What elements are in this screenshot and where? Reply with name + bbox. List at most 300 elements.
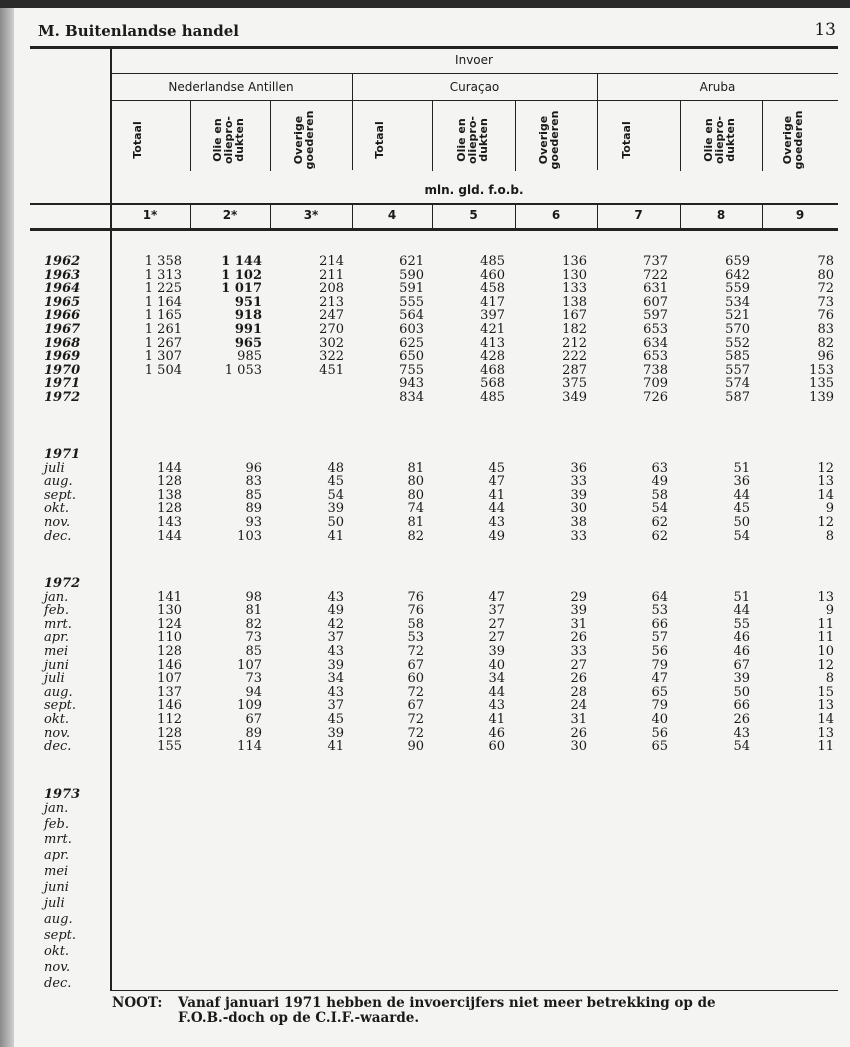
column-number-divider xyxy=(597,205,598,228)
group-divider xyxy=(352,74,353,136)
table-cell: 54 xyxy=(651,501,668,517)
table-cell: 1 102 xyxy=(221,267,262,283)
table-cell: 34 xyxy=(488,671,505,687)
table-cell: 564 xyxy=(399,308,424,324)
table-cell: 375 xyxy=(562,376,587,392)
note-label: NOOT: xyxy=(112,995,163,1011)
column-number: 6 xyxy=(551,208,561,222)
table-cell: 458 xyxy=(480,281,505,297)
table-cell: 943 xyxy=(399,376,424,392)
column-divider xyxy=(352,136,353,170)
table-cell: 82 xyxy=(817,335,834,351)
row-label: 1968 xyxy=(44,335,81,351)
table-cell: 63 xyxy=(651,460,668,476)
column-number-divider xyxy=(190,205,191,228)
row-label: sept. xyxy=(44,927,77,943)
table-cell: 96 xyxy=(817,349,834,365)
table-cell: 738 xyxy=(643,362,668,378)
column-number: 3* xyxy=(303,208,319,222)
table-cell: 79 xyxy=(651,657,668,673)
table-cell: 107 xyxy=(237,657,262,673)
table-row xyxy=(0,323,850,337)
table-cell: 31 xyxy=(570,712,587,727)
table-row xyxy=(0,945,850,959)
table-cell: 57 xyxy=(651,630,668,646)
section-year: 1973 xyxy=(44,787,81,802)
rule xyxy=(110,73,838,74)
column-divider xyxy=(432,101,433,171)
table-cell: 1 504 xyxy=(144,362,182,378)
row-label: 1972 xyxy=(44,390,81,405)
table-cell: 468 xyxy=(480,362,505,378)
table-cell: 137 xyxy=(157,684,182,700)
table-cell: 11 xyxy=(817,739,834,755)
table-cell: 44 xyxy=(488,684,505,700)
table-cell: 45 xyxy=(327,474,344,490)
table-row xyxy=(0,475,850,489)
table-cell: 33 xyxy=(570,528,587,544)
table-cell: 1 261 xyxy=(144,322,182,337)
table-cell: 417 xyxy=(480,294,505,310)
table-cell: 26 xyxy=(570,725,587,741)
table-cell: 247 xyxy=(319,308,344,324)
table-row xyxy=(0,516,850,530)
row-label: sept. xyxy=(44,698,77,714)
table-cell: 421 xyxy=(480,322,505,337)
table-cell: 136 xyxy=(562,254,587,269)
table-cell: 44 xyxy=(488,501,505,517)
row-label: 1964 xyxy=(44,281,81,297)
page-number: 13 xyxy=(814,20,836,40)
table-cell: 1 144 xyxy=(221,254,262,269)
table-cell: 451 xyxy=(319,362,344,378)
table-cell: 737 xyxy=(643,254,668,269)
table-cell: 66 xyxy=(733,698,750,714)
table-cell: 72 xyxy=(817,281,834,297)
table-cell: 83 xyxy=(245,474,262,490)
table-cell: 9 xyxy=(825,501,834,517)
table-cell: 568 xyxy=(480,376,505,392)
column-number: 9 xyxy=(795,208,805,222)
column-number: 2* xyxy=(222,208,238,222)
row-label: sept. xyxy=(44,487,77,503)
row-label: mei xyxy=(44,644,69,659)
section-year: 1971 xyxy=(44,447,81,462)
table-cell: 965 xyxy=(234,335,262,351)
table-cell: 26 xyxy=(570,671,587,687)
table-cell: 1 165 xyxy=(144,308,182,324)
table-cell: 182 xyxy=(562,322,587,337)
table-cell: 54 xyxy=(733,739,750,755)
table-cell: 47 xyxy=(488,589,505,605)
table-cell: 14 xyxy=(817,712,834,727)
column-number-divider xyxy=(352,205,353,228)
section-year: 1972 xyxy=(44,576,81,591)
table-cell: 34 xyxy=(327,671,344,687)
table-cell: 653 xyxy=(643,322,668,337)
column-divider xyxy=(270,101,271,171)
rule xyxy=(30,228,838,231)
table-cell: 49 xyxy=(651,474,668,490)
table-cell: 29 xyxy=(570,589,587,605)
table-cell: 834 xyxy=(399,390,424,405)
table-cell: 603 xyxy=(399,322,424,337)
table-cell: 1 164 xyxy=(144,294,182,310)
table-cell: 47 xyxy=(651,671,668,687)
table-cell: 642 xyxy=(725,267,750,283)
table-cell: 1 313 xyxy=(144,267,182,283)
column-number-divider xyxy=(432,205,433,228)
table-cell: 460 xyxy=(480,267,505,283)
table-cell: 36 xyxy=(570,460,587,476)
table-cell: 81 xyxy=(407,515,424,530)
table-cell: 27 xyxy=(488,616,505,632)
table-cell: 67 xyxy=(407,698,424,714)
table-cell: 47 xyxy=(488,474,505,490)
row-label: jan. xyxy=(44,589,69,605)
table-cell: 139 xyxy=(809,390,834,405)
table-cell: 1 267 xyxy=(144,335,182,351)
table-cell: 485 xyxy=(480,390,505,405)
table-cell: 43 xyxy=(488,515,505,530)
rule-top xyxy=(30,46,838,49)
table-cell: 58 xyxy=(407,616,424,632)
table-cell: 8 xyxy=(825,528,834,544)
table-row xyxy=(0,833,850,847)
table-row xyxy=(0,255,850,269)
table-row xyxy=(0,489,850,503)
column-header: Overige goederen xyxy=(781,110,805,170)
column-header: Totaal xyxy=(619,121,633,159)
table-cell: 90 xyxy=(407,739,424,755)
table-row xyxy=(0,269,850,283)
table-cell: 54 xyxy=(327,487,344,503)
row-label: dec. xyxy=(44,739,72,755)
group-nederlandse-antillen: Nederlandse Antillen xyxy=(168,80,294,94)
table-cell: 212 xyxy=(562,335,587,351)
column-number: 1* xyxy=(142,208,158,222)
table-cell: 12 xyxy=(817,657,834,673)
table-cell: 155 xyxy=(157,739,182,755)
table-cell: 144 xyxy=(157,528,182,544)
table-row xyxy=(0,897,850,911)
table-cell: 72 xyxy=(407,684,424,700)
table-cell: 141 xyxy=(157,589,182,605)
table-cell: 39 xyxy=(733,671,750,687)
table-cell: 8 xyxy=(825,671,834,687)
table-cell: 659 xyxy=(725,254,750,269)
table-cell: 44 xyxy=(733,603,750,619)
table-cell: 143 xyxy=(157,515,182,530)
section-heading xyxy=(0,788,850,802)
column-header: Overige goederen xyxy=(537,110,561,170)
table-cell: 1 358 xyxy=(144,254,182,269)
table-cell: 585 xyxy=(725,349,750,365)
table-cell: 587 xyxy=(725,390,750,405)
row-label: mrt. xyxy=(44,616,72,632)
table-cell: 222 xyxy=(562,349,587,365)
table-row xyxy=(0,350,850,364)
table-cell: 270 xyxy=(319,322,344,337)
table-cell: 37 xyxy=(327,698,344,714)
table-cell: 39 xyxy=(570,603,587,619)
table-cell: 76 xyxy=(407,603,424,619)
row-label: okt. xyxy=(44,501,70,517)
table-cell: 413 xyxy=(480,335,505,351)
table-row xyxy=(0,802,850,816)
note-line-2: F.O.B.-doch op de C.I.F.-waarde. xyxy=(178,1010,420,1026)
group-divider xyxy=(597,74,598,136)
table-cell: 26 xyxy=(733,712,750,727)
table-cell: 110 xyxy=(157,630,182,646)
table-cell: 39 xyxy=(488,644,505,659)
table-cell: 14 xyxy=(817,487,834,503)
row-label: okt. xyxy=(44,712,70,727)
table-cell: 397 xyxy=(480,308,505,324)
table-row xyxy=(0,929,850,943)
table-cell: 37 xyxy=(327,630,344,646)
table-cell: 55 xyxy=(733,616,750,632)
table-cell: 53 xyxy=(651,603,668,619)
table-cell: 45 xyxy=(488,460,505,476)
table-cell: 89 xyxy=(245,501,262,517)
column-number-divider xyxy=(515,205,516,228)
table-cell: 31 xyxy=(570,616,587,632)
table-cell: 146 xyxy=(157,657,182,673)
table-cell: 83 xyxy=(817,322,834,337)
table-row xyxy=(0,364,850,378)
table-cell: 722 xyxy=(643,267,668,283)
header-title: Invoer xyxy=(455,53,493,67)
table-cell: 64 xyxy=(651,589,668,605)
table-cell: 78 xyxy=(817,254,834,269)
table-cell: 79 xyxy=(651,698,668,714)
table-cell: 130 xyxy=(562,267,587,283)
table-cell: 128 xyxy=(157,644,182,659)
column-number: 8 xyxy=(716,208,726,222)
table-cell: 50 xyxy=(733,684,750,700)
table-cell: 43 xyxy=(327,644,344,659)
table-row xyxy=(0,865,850,879)
row-label: mrt. xyxy=(44,832,72,848)
table-cell: 574 xyxy=(725,376,750,392)
table-cell: 625 xyxy=(399,335,424,351)
table-row xyxy=(0,849,850,863)
table-cell: 11 xyxy=(817,616,834,632)
table-cell: 985 xyxy=(237,349,262,365)
table-cell: 13 xyxy=(817,725,834,741)
table-cell: 89 xyxy=(245,725,262,741)
table-cell: 65 xyxy=(651,739,668,755)
table-cell: 28 xyxy=(570,684,587,700)
table-cell: 1 017 xyxy=(221,281,262,297)
table-cell: 13 xyxy=(817,698,834,714)
table-cell: 146 xyxy=(157,698,182,714)
table-row xyxy=(0,377,850,391)
row-label: 1967 xyxy=(44,322,81,337)
table-cell: 96 xyxy=(245,460,262,476)
table-cell: 73 xyxy=(245,630,262,646)
table-cell: 27 xyxy=(488,630,505,646)
running-head: M. Buitenlandse handel xyxy=(38,22,239,40)
table-cell: 51 xyxy=(733,589,750,605)
table-cell: 53 xyxy=(407,630,424,646)
table-cell: 44 xyxy=(733,487,750,503)
table-cell: 56 xyxy=(651,644,668,659)
column-number: 5 xyxy=(469,208,478,222)
row-label: juli xyxy=(44,671,65,687)
table-cell: 130 xyxy=(157,603,182,619)
table-cell: 50 xyxy=(327,515,344,530)
table-cell: 109 xyxy=(237,698,262,714)
table-cell: 76 xyxy=(817,308,834,324)
table-cell: 93 xyxy=(245,515,262,530)
table-cell: 951 xyxy=(234,294,262,310)
column-header: Olie en oliepro- dukten xyxy=(702,116,737,164)
table-cell: 60 xyxy=(407,671,424,687)
table-cell: 1 307 xyxy=(144,349,182,365)
table-cell: 10 xyxy=(817,644,834,659)
row-label: 1970 xyxy=(44,362,81,378)
table-cell: 128 xyxy=(157,501,182,517)
table-cell: 128 xyxy=(157,474,182,490)
column-divider xyxy=(515,101,516,171)
table-cell: 56 xyxy=(651,725,668,741)
table-row xyxy=(0,672,850,686)
table-cell: 124 xyxy=(157,616,182,632)
table-cell: 114 xyxy=(237,739,262,755)
group-aruba: Aruba xyxy=(699,80,736,94)
table-cell: 211 xyxy=(319,267,344,283)
table-cell: 27 xyxy=(570,657,587,673)
table-cell: 80 xyxy=(407,487,424,503)
table-cell: 559 xyxy=(725,281,750,297)
table-cell: 76 xyxy=(407,589,424,605)
table-cell: 153 xyxy=(809,362,834,378)
table-cell: 43 xyxy=(733,725,750,741)
table-cell: 726 xyxy=(643,390,668,405)
row-label: nov. xyxy=(44,515,71,530)
table-cell: 112 xyxy=(157,712,182,727)
table-row xyxy=(0,296,850,310)
section-heading xyxy=(0,448,850,462)
row-label: nov. xyxy=(44,725,71,741)
table-cell: 72 xyxy=(407,644,424,659)
table-cell: 30 xyxy=(570,739,587,755)
table-row xyxy=(0,391,850,405)
row-label: 1962 xyxy=(44,254,81,269)
table-cell: 13 xyxy=(817,589,834,605)
table-cell: 72 xyxy=(407,712,424,727)
table-row xyxy=(0,977,850,991)
table-row xyxy=(0,309,850,323)
table-cell: 43 xyxy=(327,684,344,700)
table-cell: 82 xyxy=(407,528,424,544)
table-cell: 46 xyxy=(488,725,505,741)
group-curacao: Curaçao xyxy=(449,80,500,94)
table-cell: 46 xyxy=(733,630,750,646)
row-label: 1969 xyxy=(44,349,81,365)
column-number-divider xyxy=(270,205,271,228)
table-row xyxy=(0,727,850,741)
table-cell: 12 xyxy=(817,515,834,530)
row-label: jan. xyxy=(44,800,69,816)
table-cell: 322 xyxy=(319,349,344,365)
table-cell: 58 xyxy=(651,487,668,503)
table-cell: 33 xyxy=(570,644,587,659)
table-cell: 133 xyxy=(562,281,587,297)
table-cell: 43 xyxy=(327,589,344,605)
column-divider xyxy=(597,136,598,170)
table-cell: 94 xyxy=(245,684,262,700)
table-cell: 349 xyxy=(562,390,587,405)
table-row xyxy=(0,686,850,700)
table-cell: 485 xyxy=(480,254,505,269)
table-row xyxy=(0,961,850,975)
table-cell: 650 xyxy=(399,349,424,365)
table-cell: 39 xyxy=(327,725,344,741)
row-label: 1966 xyxy=(44,308,81,324)
table-cell: 214 xyxy=(319,254,344,269)
table-row xyxy=(0,604,850,618)
table-cell: 144 xyxy=(157,460,182,476)
table-cell: 39 xyxy=(327,657,344,673)
table-cell: 41 xyxy=(327,528,344,544)
table-cell: 755 xyxy=(399,362,424,378)
table-cell: 287 xyxy=(562,362,587,378)
table-cell: 39 xyxy=(570,487,587,503)
table-row xyxy=(0,713,850,727)
table-cell: 597 xyxy=(643,308,668,324)
table-cell: 33 xyxy=(570,474,587,490)
column-divider xyxy=(680,101,681,171)
table-row xyxy=(0,618,850,632)
table-cell: 41 xyxy=(488,712,505,727)
column-header: Olie en oliepro- dukten xyxy=(211,116,246,164)
table-row xyxy=(0,502,850,516)
table-cell: 12 xyxy=(817,460,834,476)
row-label: dec. xyxy=(44,528,72,544)
table-row xyxy=(0,462,850,476)
table-cell: 65 xyxy=(651,684,668,700)
table-cell: 107 xyxy=(157,671,182,687)
table-cell: 621 xyxy=(399,254,424,269)
table-row xyxy=(0,881,850,895)
table-cell: 67 xyxy=(245,712,262,727)
table-cell: 72 xyxy=(407,725,424,741)
table-cell: 709 xyxy=(643,376,668,392)
table-cell: 80 xyxy=(817,267,834,283)
row-label: 1971 xyxy=(44,376,81,392)
row-label: nov. xyxy=(44,959,71,975)
table-cell: 43 xyxy=(488,698,505,714)
row-label: aug. xyxy=(44,684,73,700)
table-cell: 74 xyxy=(407,501,424,517)
table-cell: 98 xyxy=(245,589,262,605)
table-cell: 555 xyxy=(399,294,424,310)
row-label: okt. xyxy=(44,943,70,959)
column-header: Overige goederen xyxy=(292,110,316,170)
table-row xyxy=(0,659,850,673)
table-cell: 51 xyxy=(733,460,750,476)
table-cell: 85 xyxy=(245,487,262,503)
table-cell: 30 xyxy=(570,501,587,517)
table-cell: 39 xyxy=(327,501,344,517)
row-label: feb. xyxy=(44,603,69,619)
table-cell: 103 xyxy=(237,528,262,544)
table-cell: 48 xyxy=(327,460,344,476)
table-cell: 1 225 xyxy=(144,281,182,297)
